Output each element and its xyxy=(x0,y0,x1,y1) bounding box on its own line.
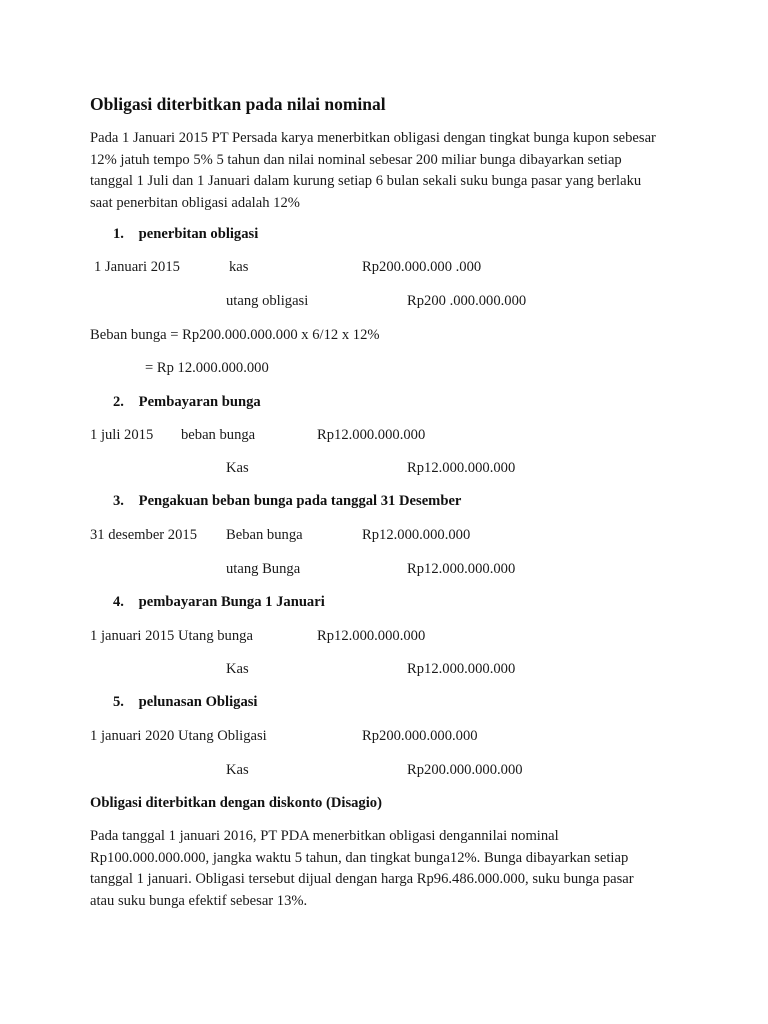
journal-date-account: 1 januari 2020 Utang Obligasi xyxy=(90,728,267,744)
paragraph-line: tanggal 1 januari. Obligasi tersebut dijual dengan harga Rp96.486.000.000, suku bunga pasar xyxy=(90,871,634,887)
list-item-heading xyxy=(113,594,325,611)
paragraph-line: Pada tanggal 1 januari 2016, PT PDA menerbitkan obligasi dengannilai nominal xyxy=(90,828,559,844)
list-number: 3. xyxy=(113,493,124,509)
credit-amount: Rp12.000.000.000 xyxy=(407,661,516,677)
list-heading-text: pelunasan Obligasi xyxy=(138,694,258,710)
credit-amount: Rp12.000.000.000 xyxy=(407,561,516,577)
paragraph-line: Rp100.000.000.000, jangka waktu 5 tahun, dan tingkat bunga12%. Bunga dibayarkan setiap xyxy=(90,849,629,866)
credit-amount: Rp200.000.000.000 xyxy=(407,762,523,778)
paragraph-line: tanggal 1 Juli dan 1 Januari dalam kurung setiap 6 bulan sekali suku bunga pasar yang berlaku xyxy=(90,173,642,189)
credit-amount: Rp200 .000.000.000 xyxy=(407,293,527,309)
section-title: Obligasi diterbitkan pada nilai nominal xyxy=(90,94,386,114)
paragraph-line: atau suku bunga efektif sebesar 13%. xyxy=(90,892,308,909)
list-item-heading xyxy=(113,394,261,411)
credit-account: Kas xyxy=(226,762,249,778)
intro-paragraph xyxy=(90,826,710,912)
list-heading-text: Pembayaran bunga xyxy=(138,394,261,410)
list-number: 4. xyxy=(113,594,124,610)
debit-amount: Rp12.000.000.000 xyxy=(317,628,426,644)
debit-amount: Rp12.000.000.000 xyxy=(317,427,426,443)
paragraph-line: saat penerbitan obligasi adalah 12% xyxy=(90,194,300,211)
journal-date-account: 1 januari 2015 Utang bunga xyxy=(90,628,253,644)
credit-account: Kas xyxy=(226,460,249,476)
journal-date: 1 juli 2015 xyxy=(90,427,154,443)
credit-account: utang obligasi xyxy=(226,293,309,309)
credit-account: Kas xyxy=(226,661,249,677)
paragraph-line: Pada 1 Januari 2015 PT Persada karya menerbitkan obligasi dengan tingkat bunga kupon sebesar xyxy=(90,130,656,146)
calculation-line: Beban bunga = Rp200.000.000.000 x 6/12 x 12% xyxy=(90,327,380,343)
list-item-heading xyxy=(113,694,257,711)
credit-account: utang Bunga xyxy=(226,561,301,577)
debit-amount: Rp12.000.000.000 xyxy=(362,527,471,543)
list-number: 2. xyxy=(113,394,124,410)
journal-date: 31 desember 2015 xyxy=(90,527,197,543)
section-title: Obligasi diterbitkan dengan diskonto (Disagio) xyxy=(90,795,382,811)
list-heading-text: pembayaran Bunga 1 Januari xyxy=(138,594,325,610)
list-number: 5. xyxy=(113,694,124,710)
list-heading-text: penerbitan obligasi xyxy=(138,226,259,242)
debit-account: Beban bunga xyxy=(226,527,303,543)
debit-account: kas xyxy=(229,259,249,275)
list-item-heading xyxy=(113,226,258,243)
journal-date: 1 Januari 2015 xyxy=(94,259,180,275)
debit-amount: Rp200.000.000.000 xyxy=(362,728,478,744)
credit-amount: Rp12.000.000.000 xyxy=(407,460,516,476)
debit-amount: Rp200.000.000 .000 xyxy=(362,259,482,275)
paragraph-line: 12% jatuh tempo 5% 5 tahun dan nilai nominal sebesar 200 miliar bunga dibayarkan setiap xyxy=(90,151,622,168)
debit-account: beban bunga xyxy=(181,427,256,443)
list-heading-text: Pengakuan beban bunga pada tanggal 31 Desember xyxy=(138,493,462,509)
list-number: 1. xyxy=(113,226,124,242)
list-item-heading xyxy=(113,493,461,510)
calculation-result: = Rp 12.000.000.000 xyxy=(145,360,269,376)
intro-paragraph xyxy=(90,128,710,214)
